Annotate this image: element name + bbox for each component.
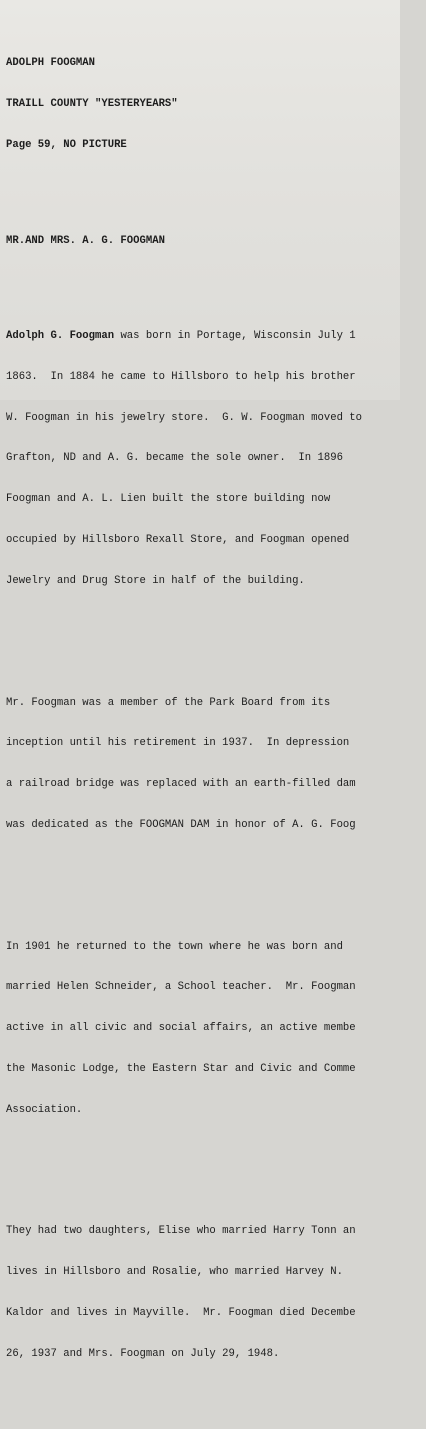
- paragraph-4: [6, 1198, 426, 1388]
- paragraph-line: [6, 330, 426, 344]
- paragraph-line: lives in Hillsboro and Rosalie, who married Harvey N.: [6, 1266, 343, 1279]
- paragraph-line-text: was born in Portage, Wisconsin July 1: [120, 330, 356, 343]
- paragraph-line: active in all civic and social affairs, an active membe: [6, 1022, 356, 1035]
- paragraph-3: [6, 913, 426, 1144]
- paragraph-line: In 1901 he returned to the town where he was born and: [6, 940, 343, 953]
- paragraph-line: 26, 1937 and Mrs. Foogman on July 29, 1948.: [6, 1347, 280, 1360]
- paragraph-line: Association.: [6, 1103, 83, 1116]
- document-header: [6, 30, 426, 180]
- paragraph-line: a railroad bridge was replaced with an earth-filled dam: [6, 778, 356, 791]
- header-source: TRAILL COUNTY "YESTERYEARS": [6, 98, 178, 111]
- paragraph-line: married Helen Schneider, a School teacher. Mr. Foogman: [6, 981, 356, 994]
- lead-name: Adolph G. Foogman: [6, 330, 115, 343]
- document-text: [6, 3, 426, 1429]
- header-name: ADOLPH FOOGMAN: [6, 57, 96, 70]
- paragraph-line: inception until his retirement in 1937. In depression: [6, 737, 350, 750]
- paragraph-1: [6, 303, 426, 616]
- paragraph-line: occupied by Hillsboro Rexall Store, and Foogman opened: [6, 533, 350, 546]
- paragraph-line: Mr. Foogman was a member of the Park Board from its: [6, 696, 331, 709]
- paragraph-line: 1863. In 1884 he came to Hillsboro to help his brother: [6, 370, 356, 383]
- header-page-note: Page 59, NO PICTURE: [6, 138, 127, 151]
- paragraph-line: the Masonic Lodge, the Eastern Star and Civic and Comme: [6, 1062, 356, 1075]
- paragraph-line: was dedicated as the FOOGMAN DAM in honor of A. G. Foog: [6, 818, 356, 831]
- paragraph-line: Jewelry and Drug Store in half of the building.: [6, 574, 305, 587]
- paragraph-line: Kaldor and lives in Mayville. Mr. Foogman died Decembe: [6, 1307, 356, 1320]
- paragraph-line: They had two daughters, Elise who married Harry Tonn an: [6, 1225, 356, 1238]
- paragraph-2: [6, 669, 426, 859]
- article-title: MR.AND MRS. A. G. FOOGMAN: [6, 234, 165, 247]
- paragraph-line: Foogman and A. L. Lien built the store building now: [6, 493, 331, 506]
- paragraph-line: Grafton, ND and A. G. became the sole owner. In 1896: [6, 452, 343, 465]
- paragraph-line: W. Foogman in his jewelry store. G. W. Foogman moved to: [6, 411, 363, 424]
